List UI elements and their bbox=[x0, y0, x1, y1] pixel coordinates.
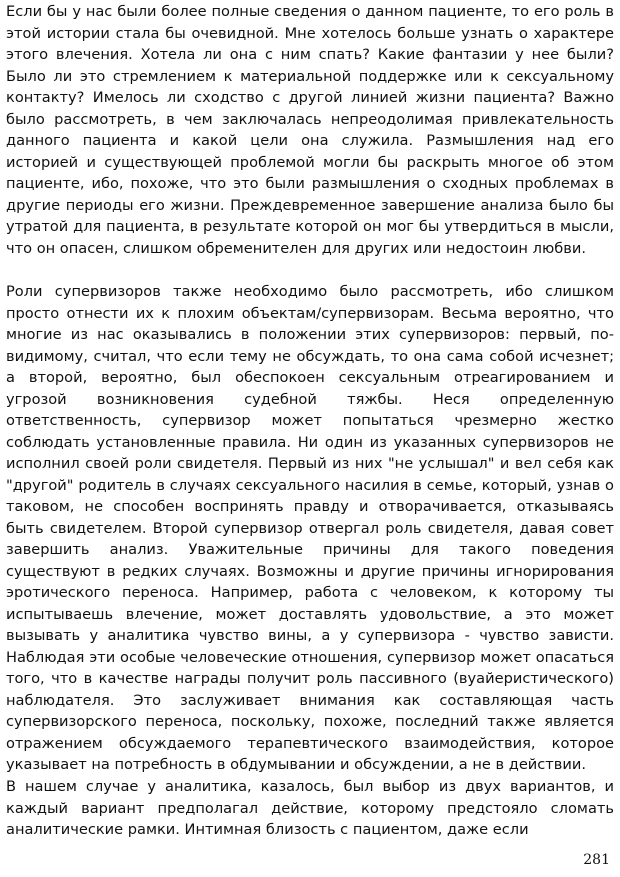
paragraph-1: Если бы у нас были более полные сведения о данном пациенте, то его роль в этой истории стала бы очевидной. Мне хотелось больше узнать о характере этого влечения. Хотела ли она с ним спать? Какие фантазии у нее были? Было ли это стремлением к материальной поддержке или к сексуальному контакту? Имелось ли сходство с другой линией жизни пациента? Важно было рассмотреть, в чем заключалась непреодолимая привлекательность данного пациента и какой цели она служила. Размышления над его историей и существующей проблемой могли бы раскрыть многое об этом пациенте, ибо, похоже, что это были размышления о сходных проблемах в другие периоды его жизни. Преждевременное завершение анализа было бы утратой для пациента, в результате которой он мог бы утвердиться в мысли, что он опасен, слишком обременителен для других или недостоин любви. bbox=[6, 3, 614, 257]
page-number: 281 bbox=[583, 852, 610, 868]
paragraph-2: Роли супервизоров также необходимо было рассмотреть, ибо слишком просто отнести их к плохим объектам/супервизорам. Весьма вероятно, что многие из нас оказывались в положении этих супервизоров: первый, по-видимому, считал, что если тему не обсуждать, то она сама собой исчезнет; а второй, вероятно, был обеспокоен сексуальным отреагированием и угрозой возникновения судебной тяжбы. Неся определенную ответственность, супервизор может попытаться чрезмерно жестко соблюдать установленные правила. Ни один из указанных супервизоров не исполнил своей роли свидетеля. Первый из них "не услышал" и вел себя как "другой" родитель в случаях сексуального насилия в семье, который, узнав о таковом, не способен воспринять правду и отворачивается, отказываясь быть свидетелем. Второй супервизор отвергал роль свидетеля, давая совет завершить анализ. Уважительные причины для такого поведения существуют в редких случаях. Возможны и другие причины игнорирования эротического переноса. Например, работа с человеком, к которому ты испытываешь влечение, может доставлять удовольствие, а это может вызывать у аналитика чувство вины, а у супервизора - чувство зависти. Наблюдая эти особые человеческие отношения, супервизор может опасаться того, что в качестве награды получит роль пассивного (вуайеристического) наблюдателя. Это заслуживает внимания как составляющая часть супервизорского переноса, поскольку, похоже, последний также является отражением обсуждаемого терапевтического взаимодействия, которое указывает на потребность в обдумывании и обсуждении, а не в действии. bbox=[6, 283, 614, 773]
paragraph-3: В нашем случае у аналитика, казалось, был выбор из двух вариантов, и каждый вариант предполагал действие, которому предстояло сломать аналитические рамки. Интимная близость с пациентом, даже если bbox=[6, 778, 614, 838]
